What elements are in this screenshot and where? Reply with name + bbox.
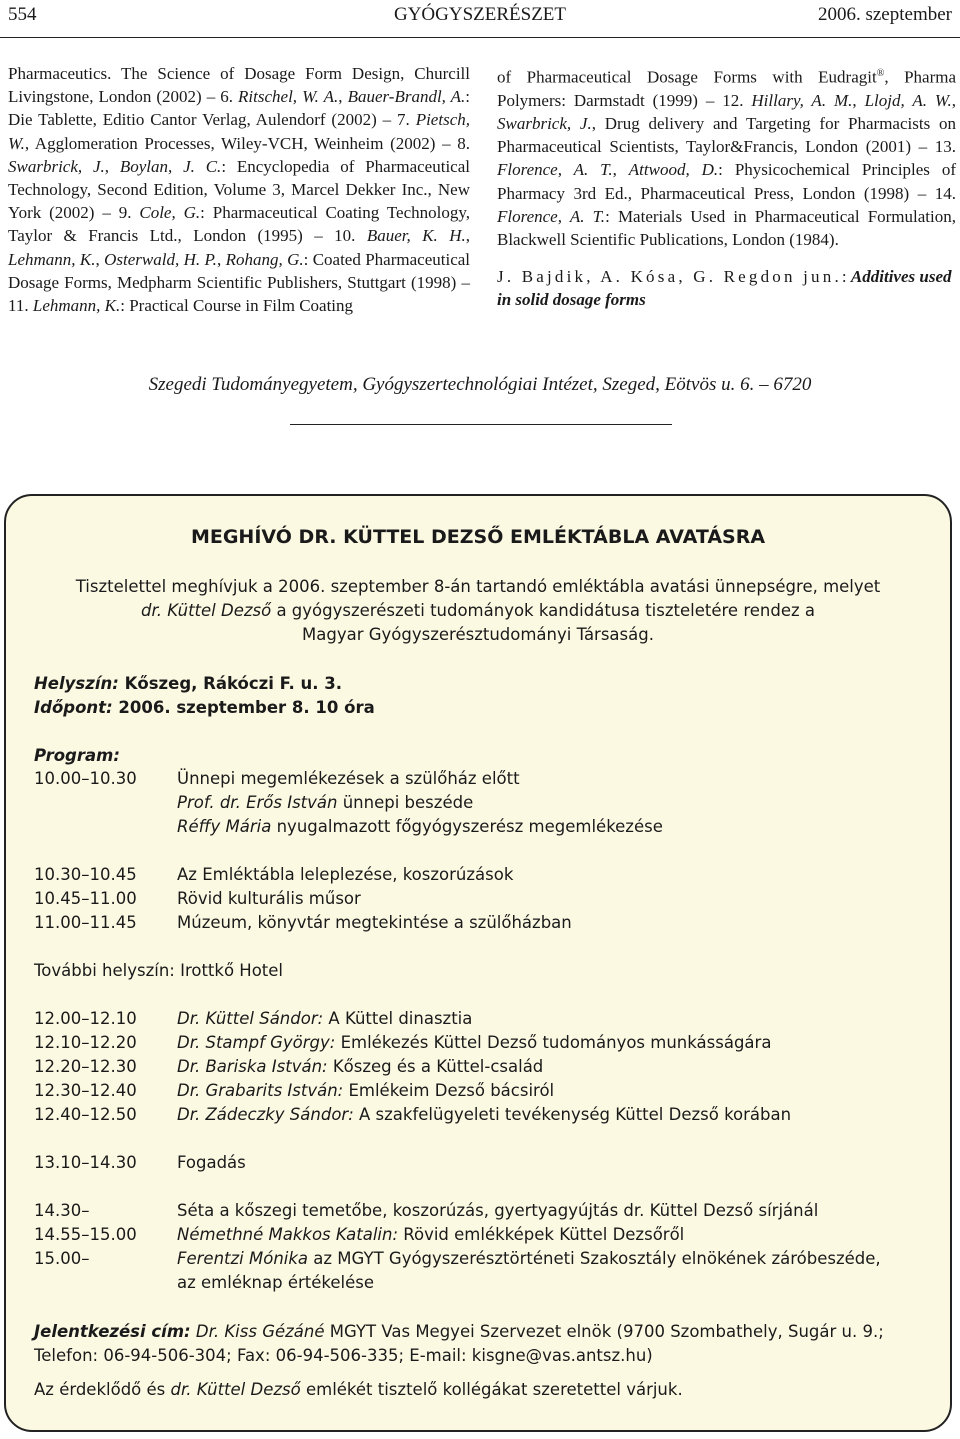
schedule-time: 11.00–11.45 [34, 913, 137, 932]
schedule-time: 14.55–15.00 [34, 1225, 137, 1244]
invitation-box [4, 494, 952, 1432]
schedule-description: az emléknap értékelése [177, 1273, 374, 1292]
references-left-column [8, 62, 470, 317]
schedule-description: Ferentzi Mónika az MGYT Gyógyszerésztörténeti Szakosztály elnökének záróbeszéde, [177, 1249, 881, 1268]
author-names: J. Bajdik, A. Kósa, G. Regdon jun. [497, 267, 842, 287]
schedule-time: 13.10–14.30 [34, 1153, 137, 1172]
schedule-time: 12.10–12.20 [34, 1033, 137, 1052]
schedule-time: 12.30–12.40 [34, 1081, 137, 1100]
schedule-description: Dr. Zádeczky Sándor: A szakfelügyeleti tevékenység Küttel Dezső korában [177, 1105, 792, 1124]
reference-list-right: of Pharmaceutical Dosage Forms with Eudragit®, Pharma Polymers: Darmstadt (1999) – 12. Hillary, A. M., Llojd, A. W., Swarbrick, J., Drug delivery and Targeting for Pharmacists on Pharmaceutical Scientists, Taylor&Francis, London (2001) – 13. Florence, A. T., Attwood, D.: Physicochemical Principles of Pharmacy 3rd Ed., Pharmaceutical Press, London (1998) – 14. Florence, A. T.: Materials Used in Pharmaceutical Formulation, Blackwell Scientific Publications, London (1984). [497, 67, 957, 250]
time-value: 2006. szeptember 8. 10 óra [112, 698, 375, 717]
time-label: Időpont: [34, 698, 113, 717]
invitation-intro-line3: Magyar Gyógyszerésztudományi Társaság. [302, 625, 654, 644]
schedule-description: Ünnepi megemlékezések a szülőház előtt [177, 769, 520, 788]
venue-line [34, 674, 930, 693]
invitation-intro-line1: Tisztelettel meghívjuk a 2006. szeptember 8-án tartandó emléktábla avatási ünnepségre, melyet [75, 577, 881, 596]
reference-list-left: Pharmaceutics. The Science of Dosage Form Design, Churcill Livingstone, London (2002) – 6. Ritschel, W. A., Bauer-Brandl, A.: Die Tablette, Editio Cantor Verlag, Aulendorf (2002) – 7. Pietsch, W., Agglomeration Processes, Wiley-VCH, Weinheim (2002) – 8. Swarbrick, J., Boylan, J. C.: Encyclopedia of Pharmaceutical Technology, Second Edition, Volume 3, Marcel Dekker Inc., New York (2002) – 9. Cole, G.: Pharmaceutical Coating Technology, Taylor & Francis Ltd., London (1995) – 10. Bauer, K. H., Lehmann, K., Osterwald, H. P., Rohang, G.: Coated Pharmaceutical Dosage Forms, Medpharm Scientific Publishers, Stuttgart (1998) – 11. Lehmann, K.: Practical Course in Film Coating [8, 64, 471, 316]
journal-title: GYÓGYSZERÉSZET [393, 4, 567, 25]
schedule-time: 10.45–11.00 [34, 889, 137, 908]
issue-date: 2006. szeptember [817, 4, 952, 25]
schedule-description: Séta a kőszegi temetőbe, koszorúzás, gyertyagyújtás dr. Küttel Dezső sírjánál [177, 1201, 819, 1220]
references-right-column [497, 62, 956, 312]
schedule-time: 10.00–10.30 [34, 769, 137, 788]
separator-rule [290, 424, 672, 425]
registration-line1: Jelentkezési cím: Dr. Kiss Gézáné MGYT Vas Megyei Szervezet elnök (9700 Szombathely, Sugár u. 9.; [34, 1322, 884, 1341]
schedule-description: Némethné Makkos Katalin: Rövid emlékképek Küttel Dezsőről [177, 1225, 685, 1244]
header-rule [0, 37, 960, 38]
registration-contact: Dr. Kiss Gézáné [195, 1322, 325, 1341]
registration-label: Jelentkezési cím: [34, 1322, 191, 1341]
schedule-description: Rövid kulturális műsor [177, 889, 361, 908]
page-number: 554 [8, 4, 37, 25]
honoree-name: dr. Küttel Dezső [170, 1380, 301, 1399]
schedule-description: Fogadás [177, 1153, 246, 1172]
program-label: Program: [34, 746, 120, 765]
time-line [34, 698, 930, 717]
schedule-description: Múzeum, könyvtár megtekintése a szülőházban [177, 913, 572, 932]
schedule-description: Dr. Stampf György: Emlékezés Küttel Dezső tudományos munkásságára [177, 1033, 772, 1052]
registration-line2: Telefon: 06-94-506-304; Fax: 06-94-506-335; E-mail: kisgne@vas.antsz.hu) [34, 1346, 653, 1365]
article-authors: J. Bajdik, A. Kósa, G. Regdon jun.: Additives used in solid dosage forms [497, 267, 952, 310]
invitation-title: MEGHÍVÓ DR. KÜTTEL DEZSŐ EMLÉKTÁBLA AVATÁSRA [190, 526, 766, 548]
closing-line: Az érdeklődő és dr. Küttel Dezső emlékét tisztelő kollégákat szeretettel várjuk. [34, 1380, 683, 1399]
schedule-description: Dr. Grabarits István: Emlékeim Dezső bácsiról [177, 1081, 555, 1100]
schedule-description: Dr. Küttel Sándor: A Küttel dinasztia [177, 1009, 473, 1028]
honoree-name: dr. Küttel Dezső [141, 601, 272, 620]
schedule-description: Az Emléktábla leleplezése, koszorúzások [177, 865, 514, 884]
affiliation: Szegedi Tudományegyetem, Gyógyszertechnológiai Intézet, Szeged, Eötvös u. 6. – 6720 [148, 374, 812, 395]
schedule-time: 12.40–12.50 [34, 1105, 137, 1124]
running-header [0, 0, 960, 38]
schedule-description: Prof. dr. Erős István ünnepi beszéde [177, 793, 474, 812]
schedule-description: Dr. Bariska István: Kőszeg és a Küttel-család [177, 1057, 544, 1076]
schedule-time: 12.00–12.10 [34, 1009, 137, 1028]
schedule-time: 12.20–12.30 [34, 1057, 137, 1076]
further-venue: További helyszín: Irottkő Hotel [34, 961, 284, 980]
venue-label: Helyszín: [34, 674, 119, 693]
article-title: Additives used in solid dosage forms [497, 267, 952, 310]
schedule-time: 15.00– [34, 1249, 90, 1268]
venue-value: Kőszeg, Rákóczi F. u. 3. [118, 674, 343, 693]
schedule-time: 10.30–10.45 [34, 865, 137, 884]
schedule-description: Réffy Mária nyugalmazott főgyógyszerész megemlékezése [177, 817, 663, 836]
invitation-intro-line2: dr. Küttel Dezső a gyógyszerészeti tudományok kandidátusa tiszteletére rendez a [141, 601, 815, 620]
schedule-time: 14.30– [34, 1201, 90, 1220]
